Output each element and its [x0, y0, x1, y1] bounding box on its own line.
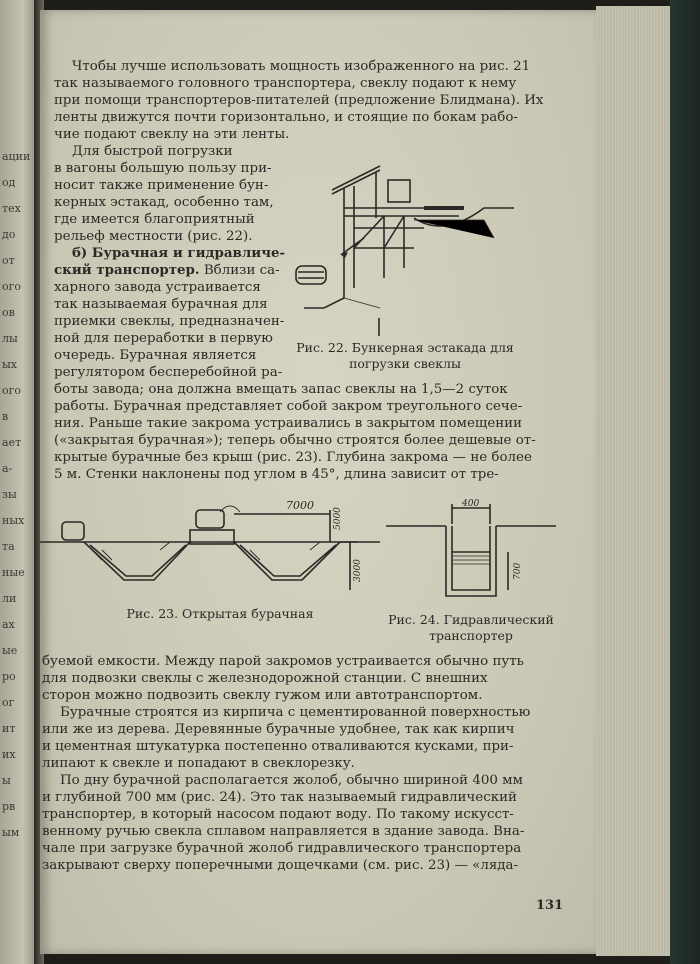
figure-23-dim-2: 5000 [333, 507, 343, 530]
left-page-fragment: од [2, 176, 16, 189]
left-page-fragment: ных [2, 514, 25, 527]
left-page-fragment: ит [2, 722, 16, 735]
paragraph-bunker-line: в вагоны большую пользу при- [54, 161, 272, 176]
heading-line-2: ский транспортер. [54, 262, 200, 278]
paragraph-full-1-line: ния. Раньше такие закрома устраивались в закрытом помещении [54, 416, 523, 431]
figure-24-caption-line-2: транспортер [429, 628, 513, 643]
paragraph-buratch-line: ной для переработки в первую [54, 331, 273, 346]
left-page-fragment: ли [2, 592, 17, 605]
figure-23-caption-line: Рис. 23. Открытая бурачная [126, 606, 314, 621]
paragraph-bunker-line: керных эстакад, особенно там, [54, 195, 274, 210]
paragraph-full-1-line: («закрытая бурачная»); теперь обычно строятся более дешевые от- [54, 433, 536, 448]
paragraph-bunker-line: Для быстрой погрузки [72, 144, 233, 159]
book-page [40, 10, 596, 954]
paragraph-full-1-line: работы. Бурачная представляет собой закром треугольного сече- [54, 399, 523, 414]
paragraph-bunker-line: носит также применение бун- [54, 178, 269, 193]
paragraph-full-2-line: сторон можно подвозить свеклу гужом или автотранспортом. [42, 688, 483, 703]
left-page-fragment: ых [2, 358, 17, 371]
paragraph-full-1-line: 5 м. Стенки наклонены под углом в 45°, длина зависит от тре- [54, 467, 499, 482]
left-page-fragment: та [2, 540, 15, 553]
left-page-fragment: в [2, 410, 9, 423]
paragraph-full-3-line: и цементная штукатурка постепенно отваливаются кусками, при- [42, 739, 514, 754]
heading-tail: Вблизи са- [199, 263, 280, 278]
paragraph-full-4-line: транспортер, в который насосом подают воду. По такому искусст- [42, 807, 514, 822]
left-page-fragment: ы [2, 774, 11, 787]
paragraph-full-4-line: закрывают сверху поперечными дощечками (см. рис. 23) — «ляда- [42, 858, 519, 873]
paragraph-full-4-line: По дну бурачной располагается жолоб, обычно шириной 400 мм [60, 773, 523, 788]
figure-22-caption-line-1: Рис. 22. Бункерная эстакада для [296, 340, 514, 355]
paragraph-full-1-line: боты завода; она должна вмещать запас свеклы на 1,5—2 суток [54, 382, 508, 397]
left-page-fragment: от [2, 254, 15, 267]
paragraph-full-4-line: чале при загрузке бурачной жолоб гидравлического транспортера [42, 841, 522, 856]
left-page-fragment: ации [2, 150, 31, 163]
paragraph-full-3-line: липают к свекле и попадают в свеклорезку. [42, 756, 355, 771]
left-page-fragment: ные [2, 566, 25, 579]
paragraph-full-1-line: крытые бурачные без крыш (рис. 23). Глубина закрома — не более [54, 450, 532, 465]
figure-22-caption [290, 340, 520, 372]
figure-23-caption [100, 606, 340, 622]
paragraph-full-3-line: или же из дерева. Деревянные бурачные удобнее, так как кирпич [42, 722, 515, 737]
figure-22-bunker-trestle [284, 158, 514, 338]
paragraph-top-line: так называемого головного транспортера, свеклу подают к нему [54, 76, 517, 91]
left-page-fragment: ые [2, 644, 18, 657]
left-page-fragment: тех [2, 202, 21, 215]
left-page-fragment: до [2, 228, 16, 241]
paragraph-full-3-line: Бурачные строятся из кирпича с цементированной поверхностью [60, 705, 531, 720]
paragraph-buratch-line: харного завода устраивается [54, 280, 261, 295]
left-page-fragment: ов [2, 306, 15, 319]
page-number: 131 [536, 898, 564, 913]
paragraph-top-line: чие подают свеклу на эти ленты. [54, 127, 290, 142]
figure-24-hydraulic-transporter [386, 496, 556, 606]
left-page-fragment: а- [2, 462, 13, 475]
figure-23-dim-3: 3000 [353, 559, 363, 582]
paragraph-buratch-line: так называемая бурачная для [54, 297, 268, 312]
heading-line-1: б) Бурачная и гидравличе- [72, 245, 286, 261]
figure-23-open-bin [40, 490, 380, 600]
paragraph-full-2-line: буемой емкости. Между парой закромов устраивается обычно путь [42, 654, 524, 669]
paragraph-bunker-line: рельеф местности (рис. 22). [54, 229, 253, 244]
figure-24-dim-height: 700 [513, 562, 523, 580]
left-page-fragment: ым [2, 826, 20, 839]
left-page-fragment: ого [2, 280, 22, 293]
paragraph-bunker-line: где имеется благоприятный [54, 212, 255, 227]
left-page-fragment: ого [2, 384, 22, 397]
paragraph-full-2-line: для подвозки свеклы с железнодорожной станции. С внешних [42, 671, 488, 686]
paragraph-full-4-line: и глубиной 700 мм (рис. 24). Это так называемый гидравлический [42, 790, 517, 805]
book-cover-edge [670, 0, 700, 964]
figure-24-dim-width: 400 [462, 499, 480, 509]
paragraph-buratch-line: очередь. Бурачная является [54, 348, 257, 363]
figure-24-caption-line-1: Рис. 24. Гидравлический [388, 612, 554, 627]
paragraph-top-line: Чтобы лучше использовать мощность изображенного на рис. 21 [72, 59, 531, 74]
paragraph-buratch-line: приемки свеклы, предназначен- [54, 314, 285, 329]
page-fore-edge [596, 6, 670, 956]
paragraph-full-4-line: венному ручью свекла сплавом направляется в здание завода. Вна- [42, 824, 525, 839]
left-page-fragment: их [2, 748, 16, 761]
previous-page-edge [0, 0, 38, 964]
left-page-fragment: ает [2, 436, 22, 449]
paragraph-top-line: ленты движутся почти горизонтально, и стоящие по бокам рабо- [54, 110, 518, 125]
left-page-fragment: ро [2, 670, 16, 683]
figure-24-caption [376, 612, 566, 644]
paragraph-top-line: при помощи транспортеров-питателей (предложение Блидмана). Их [54, 93, 544, 108]
left-page-fragment: ог [2, 696, 15, 709]
paragraph-buratch-line: регулятором бесперебойной ра- [54, 365, 283, 380]
left-page-fragment: ах [2, 618, 15, 631]
left-page-fragment: зы [2, 488, 17, 501]
left-page-fragment: рв [2, 800, 16, 813]
left-page-fragment: лы [2, 332, 18, 345]
figure-23-dim-1: 7000 [286, 499, 314, 512]
figure-22-caption-line-2: погрузки свеклы [349, 356, 461, 371]
